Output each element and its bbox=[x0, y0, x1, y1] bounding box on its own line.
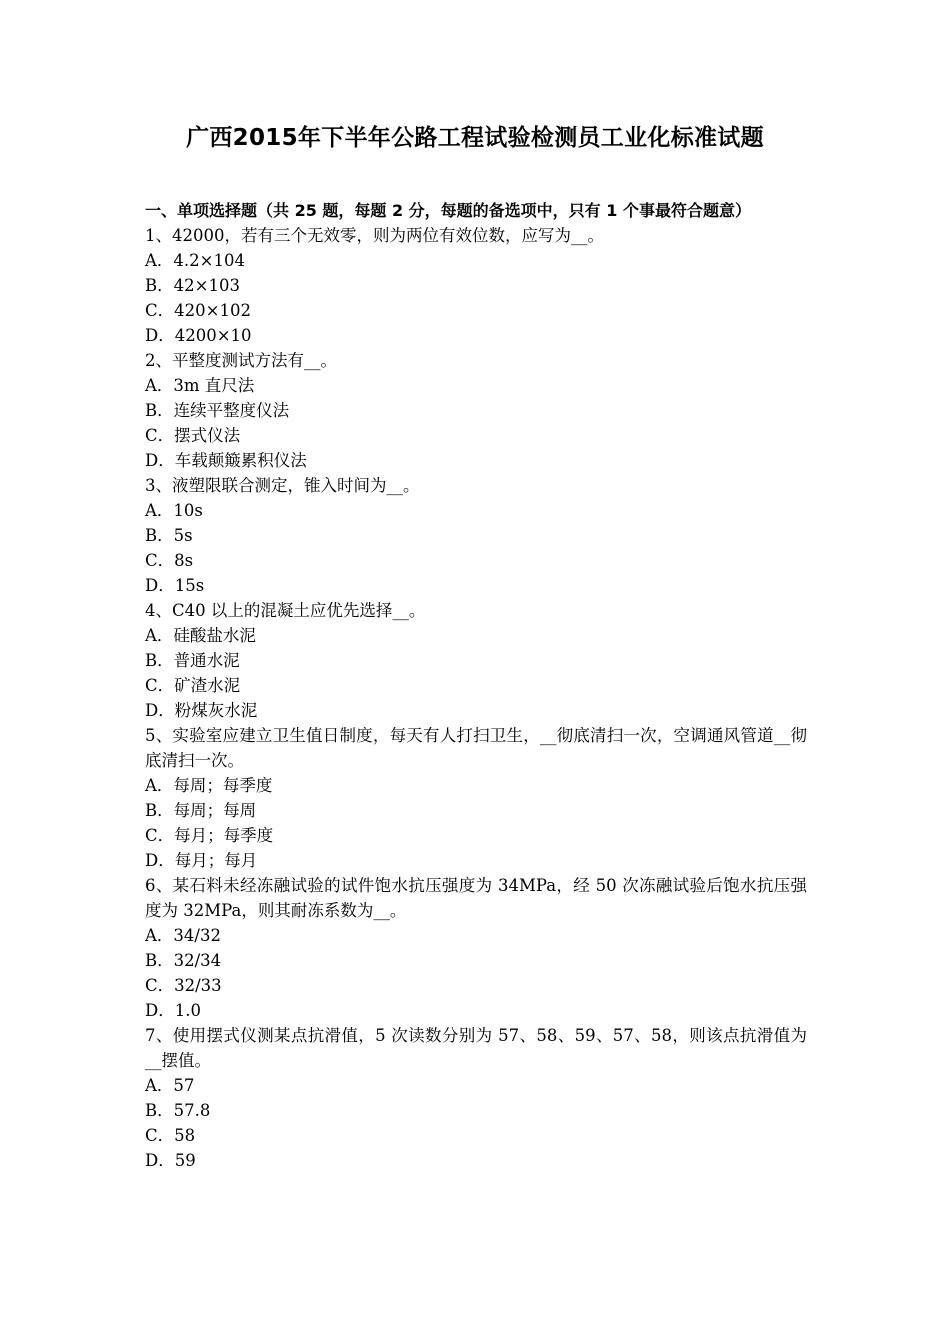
option-a: A．57 bbox=[145, 1076, 195, 1095]
question-6 bbox=[145, 873, 807, 1023]
question-text: 2、平整度测试方法有__。 bbox=[145, 351, 337, 370]
question-2 bbox=[145, 348, 807, 473]
option-b: B．连续平整度仪法 bbox=[145, 401, 290, 420]
question-5 bbox=[145, 723, 807, 873]
option-b: B．普通水泥 bbox=[145, 651, 240, 670]
option-a: A．10s bbox=[145, 501, 203, 520]
question-text: 6、某石料未经冻融试验的试件饱水抗压强度为 34MPa，经 50 次冻融试验后饱水抗压强度为 32MPa，则其耐冻系数为__。 bbox=[145, 876, 807, 920]
question-7 bbox=[145, 1023, 807, 1173]
option-b: B．每周；每周 bbox=[145, 801, 257, 820]
question-text: 1、42000，若有三个无效零，则为两位有效位数，应写为__。 bbox=[145, 226, 604, 245]
option-a: A．每周；每季度 bbox=[145, 776, 273, 795]
question-4 bbox=[145, 598, 807, 723]
question-text: 3、液塑限联合测定，锥入时间为__。 bbox=[145, 476, 420, 495]
option-d: D．粉煤灰水泥 bbox=[145, 701, 258, 720]
question-text: 7、使用摆式仪测某点抗滑值，5 次读数分别为 57、58、59、57、58，则该点抗滑值为__摆值。 bbox=[145, 1026, 807, 1070]
option-a: A．3m 直尺法 bbox=[145, 376, 255, 395]
option-b: B．57.8 bbox=[145, 1101, 211, 1120]
option-d: D．15s bbox=[145, 576, 205, 595]
question-text: 4、C40 以上的混凝土应优先选择__。 bbox=[145, 601, 426, 620]
option-c: C．矿渣水泥 bbox=[145, 676, 241, 695]
option-c: C．58 bbox=[145, 1126, 196, 1145]
document-title: 广西2015年下半年公路工程试验检测员工业化标准试题 bbox=[186, 125, 764, 151]
question-3 bbox=[145, 473, 807, 598]
option-d: D．1.0 bbox=[145, 1001, 201, 1020]
option-d: D．59 bbox=[145, 1151, 196, 1170]
option-c: C．32/33 bbox=[145, 976, 222, 995]
option-b: B．32/34 bbox=[145, 951, 222, 970]
option-d: D．每月；每月 bbox=[145, 851, 258, 870]
document-content bbox=[145, 198, 807, 1173]
option-c: C．摆式仪法 bbox=[145, 426, 241, 445]
section-heading: 一、单项选择题（共 25 题，每题 2 分，每题的备选项中，只有 1 个事最符合题意） bbox=[145, 201, 751, 220]
option-b: B．42×103 bbox=[145, 276, 240, 295]
option-a: A．硅酸盐水泥 bbox=[145, 626, 256, 645]
question-text: 5、实验室应建立卫生值日制度，每天有人打扫卫生，__彻底清扫一次，空调通风管道__彻底清扫一次。 bbox=[145, 726, 807, 770]
option-c: C．420×102 bbox=[145, 301, 251, 320]
option-b: B．5s bbox=[145, 526, 193, 545]
question-1 bbox=[145, 223, 807, 348]
option-c: C．每月；每季度 bbox=[145, 826, 274, 845]
option-a: A．4.2×104 bbox=[145, 251, 245, 270]
option-a: A．34/32 bbox=[145, 926, 221, 945]
option-d: D．车载颠簸累积仪法 bbox=[145, 451, 307, 470]
option-d: D．4200×10 bbox=[145, 326, 252, 345]
option-c: C．8s bbox=[145, 551, 194, 570]
